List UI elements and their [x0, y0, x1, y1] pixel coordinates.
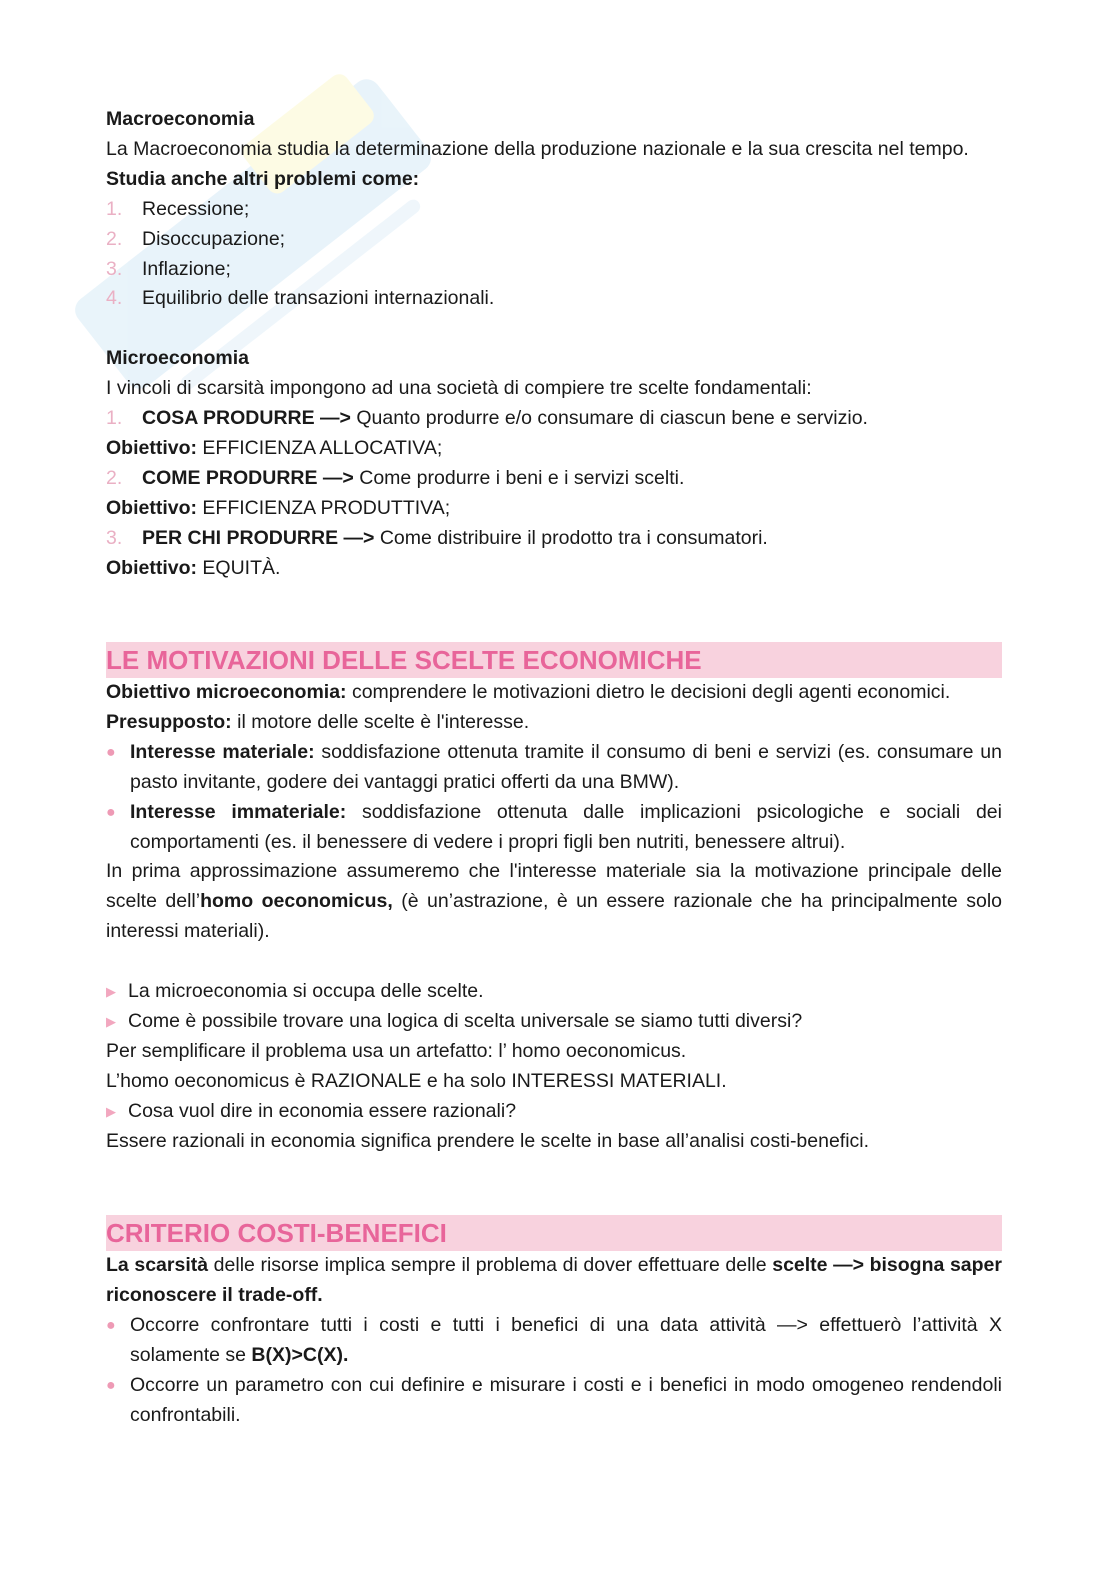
- choice-item: [106, 464, 1002, 494]
- objective-paragraph: [106, 678, 1002, 708]
- list-text: Disoccupazione;: [142, 227, 286, 250]
- arrow-item: [106, 1007, 1002, 1037]
- premise-text: il motore delle scelte è l'interesse.: [231, 710, 530, 733]
- choice-text: Come distribuire il prodotto tra i consumatori.: [374, 526, 768, 549]
- scarcity-paragraph: [106, 1251, 1002, 1311]
- list-number: 2.: [106, 466, 123, 489]
- homo-oeconomicus: homo oeconomicus,: [200, 890, 393, 913]
- list-number: 1.: [106, 407, 123, 430]
- choice-goal: [106, 494, 1002, 524]
- section-heading: LE MOTIVAZIONI DELLE SCELTE ECONOMICHE: [106, 642, 1002, 678]
- choice-item: [106, 524, 1002, 554]
- macro-title: Macroeconomia: [106, 108, 255, 130]
- bullet-text: Occorre un parametro con cui definire e misurare i costi e i benefici in modo omogeneo rendendoli confrontabili.: [130, 1373, 1002, 1426]
- choice-text: Come produrre i beni e i servizi scelti.: [353, 466, 685, 489]
- text: In prima approssimazione assumeremo che l'interesse materiale sia la motivazione principale delle scelte dell’: [106, 860, 1002, 913]
- section-motivazioni: [106, 642, 1002, 1156]
- triangle-bullet-icon: ▶: [106, 984, 116, 1000]
- section-criterio: [106, 1215, 1002, 1430]
- triangle-bullet-icon: ▶: [106, 1103, 116, 1119]
- premise-paragraph: [106, 708, 1002, 738]
- macro-intro: La Macroeconomia studia la determinazione della produzione nazionale e la sua crescita nel tempo.: [106, 137, 969, 160]
- bullet-text: soddisfazione ottenuta dalle implicazioni psicologiche e sociali dei comportamenti (es. il benessere di vedere i propri figli ben nutriti, benessere altrui).: [130, 800, 1002, 853]
- premise-label: Presupposto:: [106, 710, 232, 733]
- approximation-paragraph: [106, 857, 1002, 947]
- bullet-dot-icon: ●: [106, 743, 116, 761]
- text: delle risorse implica sempre il problema di dover effettuare delle: [208, 1254, 773, 1276]
- list-text: Recessione;: [142, 197, 250, 220]
- list-number: 4.: [106, 287, 123, 310]
- goal-text: EFFICIENZA ALLOCATIVA;: [197, 436, 443, 459]
- choice-goal: [106, 554, 1002, 584]
- text-line: Essere razionali in economia significa prendere le scelte in base all’analisi costi-benefici.: [106, 1129, 870, 1152]
- goal-label: Obiettivo:: [106, 556, 197, 579]
- bullet-item: [106, 738, 1002, 798]
- choice-label: COME PRODURRE —>: [142, 466, 354, 489]
- bullet-text: Occorre confrontare tutti i costi e tutti i benefici di una data attività —> effettuerò l’attività X solamente se: [130, 1313, 1002, 1366]
- goal-text: EFFICIENZA PRODUTTIVA;: [197, 496, 451, 519]
- bullet-dot-icon: ●: [106, 803, 116, 821]
- bullet-text: soddisfazione ottenuta tramite il consumo di beni e servizi (es. consumare un pasto invitante, godere dei vantaggi pratici offerti da una BMW).: [130, 740, 1002, 793]
- section-heading: CRITERIO COSTI-BENEFICI: [106, 1215, 1002, 1251]
- bullet-item: [106, 1311, 1002, 1371]
- choice-label: PER CHI PRODURRE —>: [142, 526, 375, 549]
- bullet-label: Interesse immateriale:: [130, 800, 347, 823]
- macro-subtitle: Studia anche altri problemi come:: [106, 167, 420, 190]
- arrow-text: Cosa vuol dire in economia essere razionali?: [128, 1099, 517, 1122]
- goal-label: Obiettivo:: [106, 496, 197, 519]
- micro-title: Microeconomia: [106, 347, 250, 370]
- goal-text: EQUITÀ.: [197, 556, 281, 579]
- bullet-dot-icon: ●: [106, 1376, 116, 1394]
- list-number: 1.: [106, 197, 123, 220]
- list-text: Equilibrio delle transazioni internazionali.: [142, 287, 495, 310]
- list-text: Inflazione;: [142, 257, 231, 280]
- goal-label: Obiettivo:: [106, 436, 197, 459]
- bold-text: scelte —> bisogna saper riconoscere il trade-off.: [106, 1254, 1002, 1306]
- list-item: [106, 225, 1002, 255]
- choice-item: [106, 404, 1002, 434]
- bold-text: La scarsità: [106, 1254, 209, 1276]
- choice-goal: [106, 434, 1002, 464]
- list-number: 2.: [106, 227, 123, 250]
- bullet-item: [106, 798, 1002, 858]
- list-item: [106, 284, 1002, 314]
- arrow-item: [106, 1097, 1002, 1127]
- section-macroeconomia: [106, 105, 1002, 583]
- text: (è un’astrazione, è un essere razionale che ha principalmente solo interessi materiali).: [106, 890, 1003, 943]
- list-item: [106, 195, 1002, 225]
- text-line: L’homo oeconomicus è RAZIONALE e ha solo INTERESSI MATERIALI.: [106, 1069, 727, 1092]
- list-number: 3.: [106, 526, 123, 549]
- text-line: Per semplificare il problema usa un artefatto: l’ homo oeconomicus.: [106, 1039, 687, 1062]
- bold-text: B(X)>C(X).: [251, 1343, 349, 1366]
- bullet-dot-icon: ●: [106, 1316, 116, 1334]
- objective-text: comprendere le motivazioni dietro le decisioni degli agenti economici.: [346, 681, 951, 703]
- bullet-item: [106, 1371, 1002, 1431]
- choice-label: COSA PRODURRE —>: [142, 407, 351, 430]
- triangle-bullet-icon: ▶: [106, 1013, 116, 1029]
- objective-label: Obiettivo microeconomia:: [106, 681, 347, 703]
- list-item: [106, 255, 1002, 285]
- micro-intro: I vincoli di scarsità impongono ad una società di compiere tre scelte fondamentali:: [106, 377, 812, 400]
- arrow-item: [106, 977, 1002, 1007]
- list-number: 3.: [106, 257, 123, 280]
- arrow-text: La microeconomia si occupa delle scelte.: [128, 980, 484, 1003]
- arrow-text: Come è possibile trovare una logica di scelta universale se siamo tutti diversi?: [128, 1009, 803, 1032]
- choice-text: Quanto produrre e/o consumare di ciascun bene e servizio.: [350, 407, 868, 430]
- bullet-label: Interesse materiale:: [130, 740, 315, 763]
